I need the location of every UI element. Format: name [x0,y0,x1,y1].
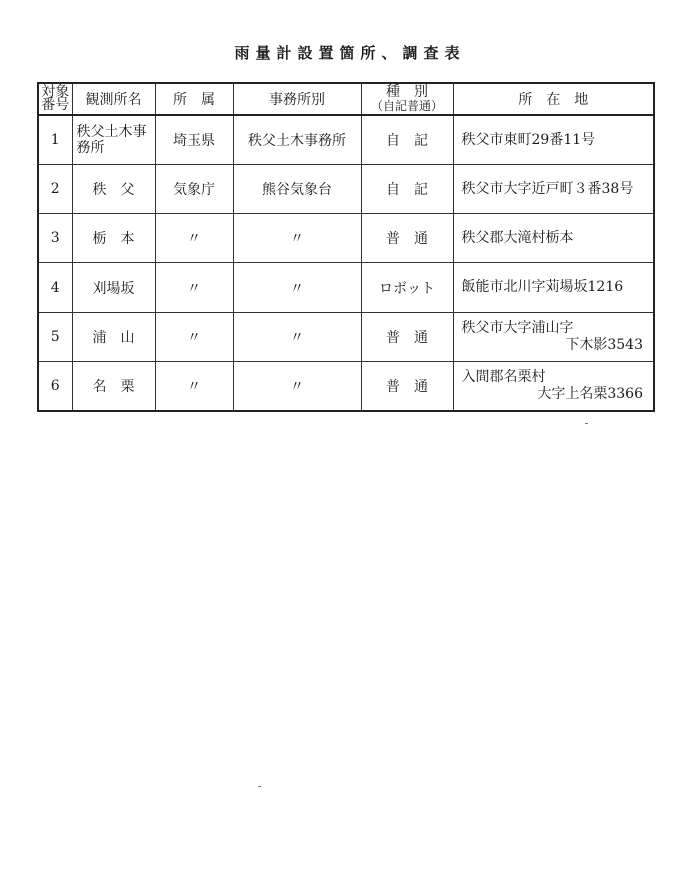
table-row [38,115,654,165]
row-station: 刈場坂 [72,263,155,312]
table-row [38,214,654,263]
header-number: 対象番号 [38,83,72,115]
table-header-row [38,83,654,115]
row-affiliation: 〃 [155,361,233,411]
row-station: 秩父土木事務所 [72,115,155,165]
row-address-line1: 秩父郡大滝村栃本 [461,229,574,246]
scan-speck [585,423,588,424]
row-office: 〃 [233,361,361,411]
row-station: 栃 本 [72,214,155,263]
header-station: 観測所名 [72,83,155,115]
row-affiliation: 気象庁 [155,165,233,214]
row-address [453,361,654,411]
row-office: 〃 [233,312,361,361]
row-station: 浦 山 [72,312,155,361]
row-kind: ロボット [361,263,453,312]
table-row [38,361,654,411]
row-address-line1: 入間郡名栗村 [461,368,546,385]
table-row [38,263,654,312]
row-address [453,115,654,165]
row-station: 名 栗 [72,361,155,411]
row-address-line2: 大字上名栗3366 [537,385,643,402]
row-address-line1: 秩父市大字近戸町３番38号 [461,180,634,197]
document-title: 雨量計設置箇所、調査表 [234,44,466,62]
row-number: 4 [38,263,72,312]
row-kind: 自 記 [361,165,453,214]
row-number: 3 [38,214,72,263]
row-number: 5 [38,312,72,361]
row-address [453,214,654,263]
header-affiliation: 所 属 [155,83,233,115]
header-kind [361,83,453,115]
row-office: 秩父土木事務所 [233,115,361,165]
row-office: 熊谷気象台 [233,165,361,214]
scan-speck [258,786,261,787]
row-address [453,263,654,312]
row-station: 秩 父 [72,165,155,214]
row-affiliation: 〃 [155,214,233,263]
row-address [453,165,654,214]
row-office: 〃 [233,263,361,312]
header-location: 所 在 地 [453,83,654,115]
header-office: 事務所別 [233,83,361,115]
row-address-line1: 秩父市東町29番11号 [461,131,596,148]
row-affiliation: 〃 [155,312,233,361]
row-kind: 普 通 [361,361,453,411]
row-number: 1 [38,115,72,165]
row-kind: 普 通 [361,312,453,361]
row-kind: 普 通 [361,214,453,263]
row-address [453,312,654,361]
row-address-line1: 飯能市北川字苅場坂1216 [461,279,624,296]
row-address-line1: 秩父市大字浦山字 [461,319,574,336]
row-address-line2: 下木影3543 [565,336,643,353]
table-row [38,165,654,214]
row-office: 〃 [233,214,361,263]
table-row [38,312,654,361]
header-kind-note: （自記普通） [370,99,443,113]
row-affiliation: 埼玉県 [155,115,233,165]
rain-gauge-table [37,82,655,412]
row-number: 6 [38,361,72,411]
row-kind: 自 記 [361,115,453,165]
row-affiliation: 〃 [155,263,233,312]
header-kind-label: 種 別 [386,84,428,100]
row-number: 2 [38,165,72,214]
